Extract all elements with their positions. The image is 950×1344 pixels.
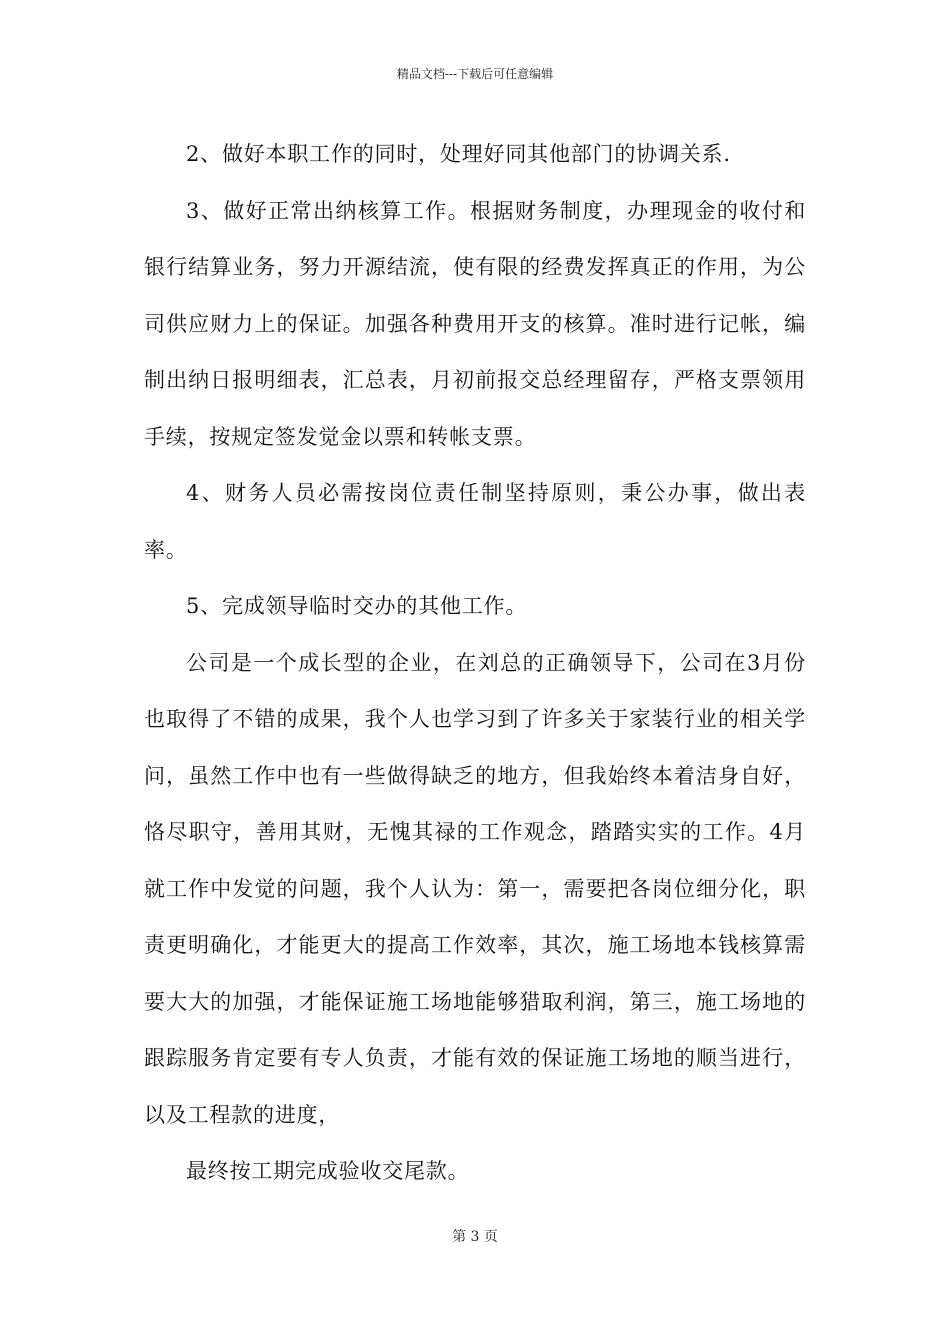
page-number: 第 3 页 — [452, 1229, 498, 1245]
paragraph-item-4: 4、财务人员必需按岗位责任制坚持原则，秉公办事，做出表率。 — [144, 481, 806, 562]
paragraph-company-summary: 公司是一个成长型的企业，在刘总的正确领导下，公司在3月份也取得了不错的成果，我个人也学习到了许多关于家装行业的相关学问，虽然工作中也有一些做得缺乏的地方，但我始终本着洁身自好，恪尽职守，善用其财，无愧其禄的工作观念，踏踏实实的工作。4月就工作中发觉的问题，我个人认为：第一，需要把各岗位细分化，职责更明确化，才能更大的提高工作效率，其次，施工场地本钱核算需要大大的加强，才能保证施工场地能够猎取利润，第三，施工场地的跟踪服务肯定要有专人负责，才能有效的保证施工场地的顺当进行，以及工程款的进度， — [144, 650, 806, 1127]
paragraph-item-5: 5、完成领导临时交办的其他工作。 — [186, 594, 528, 618]
page-header: 精品文档---下载后可任意编辑 — [396, 67, 554, 81]
document-body — [144, 126, 806, 1200]
paragraph-item-2: 2、做好本职工作的同时，处理好同其他部门的协调关系. — [186, 142, 731, 166]
paragraph-final: 最终按工期完成验收交尾款。 — [186, 1159, 470, 1183]
paragraph-item-3: 3、做好正常出纳核算工作。根据财务制度，办理现金的收付和银行结算业务，努力开源结流，使有限的经费发挥真正的作用，为公司供应财力上的保证。加强各种费用开支的核算。准时进行记帐，编制出纳日报明细表，汇总表，月初前报交总经理留存，严格支票领用手续，按规定签发觉金以票和转帐支票。 — [144, 198, 806, 449]
